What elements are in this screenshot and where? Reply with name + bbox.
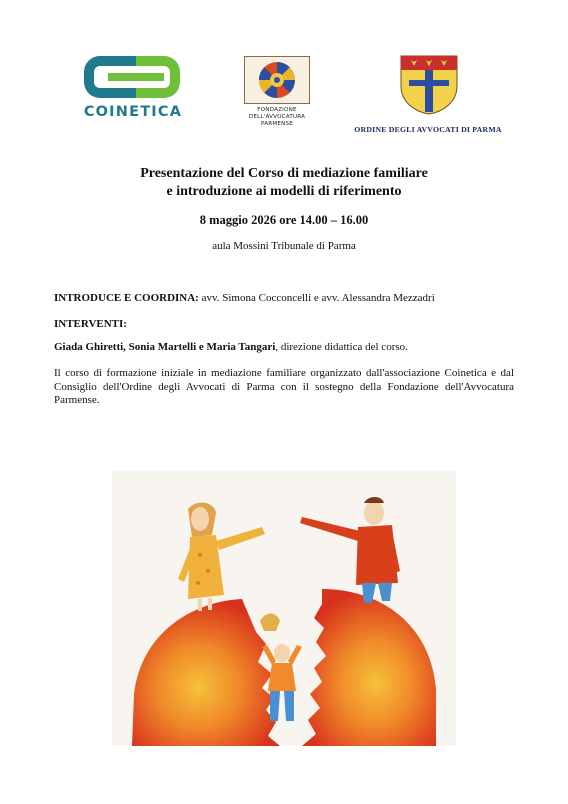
ordine-logo <box>345 54 511 138</box>
fondazione-emblem-frame <box>244 56 310 104</box>
event-venue: aula Mossini Tribunale di Parma <box>212 240 356 252</box>
fondazione-wheel-icon <box>245 57 309 103</box>
coinetica-mark-icon <box>78 54 188 100</box>
speakers-paragraph <box>54 341 514 355</box>
broken-heart-family-drawing <box>112 471 456 746</box>
ordine-name: ORDINE DEGLI AVVOCATI DI PARMA <box>354 125 502 134</box>
intro-label: INTRODUCE E COORDINA: <box>54 292 199 304</box>
speakers-names: Giada Ghiretti, Sonia Martelli e Maria Tangari <box>54 341 276 353</box>
interventi-label: INTERVENTI: <box>54 318 127 330</box>
fondazione-logo <box>237 56 317 138</box>
woman-figure <box>178 503 265 611</box>
intro-names: avv. Simona Cocconcelli e avv. Alessandra Mezzadri <box>201 292 435 304</box>
description-paragraph: Il corso di formazione iniziale in mediazione familiare organizzato dall'associazione Coinetica e dal Consiglio dell'Ordine degli Avvocati di Parma con il sostegno della Fondazione dell'Avvocatura Parmense. <box>54 367 514 406</box>
coinetica-wordmark: COINETICA <box>83 104 183 120</box>
fondazione-name: FONDAZIONE DELL'AVVOCATURA PARMENSE <box>248 107 306 128</box>
ordine-crest-icon <box>399 54 459 116</box>
intro-paragraph <box>54 292 514 306</box>
coinetica-logo <box>78 54 188 126</box>
event-title-line2: e introduzione ai modelli di riferimento <box>166 184 402 199</box>
family-mediation-illustration <box>112 471 456 746</box>
interventi-heading <box>54 318 514 332</box>
event-datetime: 8 maggio 2026 ore 14.00 – 16.00 <box>199 213 369 227</box>
event-title-line1: Presentazione del Corso di mediazione familiare <box>140 166 428 181</box>
man-figure <box>300 497 400 603</box>
speakers-role: , direzione didattica del corso. <box>275 341 408 353</box>
